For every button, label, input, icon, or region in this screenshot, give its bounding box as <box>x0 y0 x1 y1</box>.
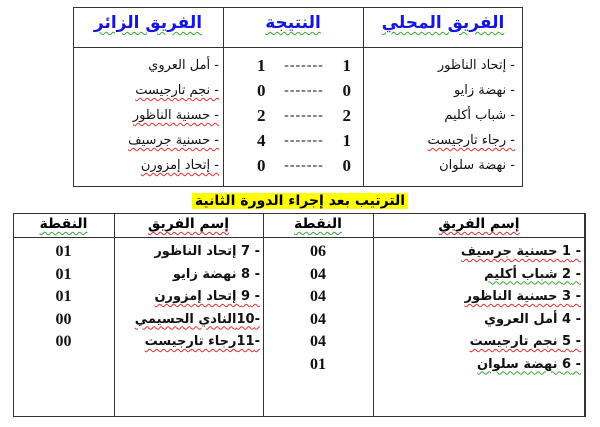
header-result <box>223 13 363 33</box>
standing-team <box>116 309 260 332</box>
home-team: - إتحاد الناظور <box>437 58 515 73</box>
header-away-team-label: الفريق الزائر <box>93 13 203 33</box>
away-score: 0 <box>257 81 266 100</box>
standings-right-points <box>263 241 373 376</box>
away-team <box>75 103 219 128</box>
standing-points: 06 <box>310 243 326 260</box>
away-team: - أمل العروي <box>148 58 219 73</box>
score-row <box>223 53 363 78</box>
away-team-label: - حسنية الناظور <box>132 108 219 123</box>
standing-team <box>375 241 581 264</box>
standing-team-label: - 5 نجم تارجيست <box>469 334 581 349</box>
home-score: 1 <box>342 56 351 75</box>
away-team-list <box>75 53 219 178</box>
score-row <box>223 103 363 128</box>
score-separator: ------- <box>284 133 324 148</box>
away-team-label: - إتحاد إمزورن <box>140 158 219 173</box>
standing-points: 00 <box>55 333 72 350</box>
header-team-right-label: إسم الفريق <box>438 216 520 232</box>
header-away-team <box>73 13 223 33</box>
away-team <box>75 78 219 103</box>
standing-points: 01 <box>55 288 72 305</box>
standing-team <box>375 264 581 287</box>
header-team-left <box>114 216 263 232</box>
standing-team: - 8 نهضة زايو <box>172 266 260 282</box>
home-team-list <box>365 53 515 178</box>
away-team-label: - حسنية جرسيف <box>128 133 219 148</box>
score-row <box>223 78 363 103</box>
score-separator: ------- <box>284 108 324 123</box>
standing-team-label: - 6 نهضة سلوان <box>477 356 581 372</box>
standings-title-text: الترتيب بعد إجراء الدورة الثانية <box>192 193 408 209</box>
home-team <box>365 153 515 178</box>
away-score: 2 <box>257 106 266 125</box>
score-separator: ------- <box>284 158 324 173</box>
header-home-team <box>363 13 523 33</box>
standing-team-label: - 1 حسنية جرسيف <box>460 244 581 259</box>
standing-team: - 7 إتحاد الناظور <box>154 244 260 259</box>
standing-team <box>375 354 581 377</box>
header-points-left-label: النقطة <box>39 216 88 232</box>
standing-team <box>375 286 581 309</box>
header-home-team-label: الفريق المحلي <box>381 13 505 33</box>
standing-points: 00 <box>55 310 72 328</box>
standing-team-label: -10النادي الحسيمي <box>134 311 260 327</box>
standing-team <box>375 331 581 354</box>
standing-points: 01 <box>55 243 72 260</box>
standing-points: 04 <box>310 333 326 350</box>
header-points-right-label: النقطة <box>294 216 342 232</box>
standings-right-teams <box>375 241 581 376</box>
home-team-label: - نهضة زايو <box>453 83 515 98</box>
score-row <box>223 128 363 153</box>
standings-title <box>186 190 414 209</box>
score-separator: ------- <box>284 83 324 98</box>
away-score: 0 <box>257 156 266 175</box>
results-table <box>73 7 523 187</box>
home-score: 0 <box>342 156 351 175</box>
score-list <box>223 53 363 178</box>
home-team: - شباب أكليم <box>444 108 515 123</box>
home-team <box>365 128 515 153</box>
home-team <box>365 78 515 103</box>
home-team-label: - نهضة سلوان <box>439 158 515 173</box>
header-points-right <box>263 216 373 232</box>
standing-points: 04 <box>310 310 326 328</box>
header-points-left <box>13 216 114 232</box>
standings-left-teams <box>116 241 260 354</box>
away-team-label: - نجم تارجيست <box>135 83 219 98</box>
home-score: 2 <box>342 106 351 125</box>
score-row <box>223 153 363 178</box>
away-score: 4 <box>257 131 266 150</box>
standings-left-points <box>13 241 114 354</box>
header-result-label: النتيجة <box>265 13 321 33</box>
home-team-label: - رجاء تارجيست <box>427 133 515 148</box>
standing-points: 01 <box>310 355 326 373</box>
standings-table <box>13 213 585 417</box>
header-team-left-label: إسم الفريق <box>147 216 230 232</box>
standing-team-label: -11رجاء تارجيست <box>144 334 260 349</box>
standing-team: - 4 أمل العروي <box>484 311 581 327</box>
standing-team-label: - 2 شباب أكليم <box>484 266 581 282</box>
home-score: 0 <box>342 81 351 100</box>
standing-team-label: - 9 إتحاد إمزورن <box>154 289 260 304</box>
standing-team <box>116 286 260 309</box>
away-score: 1 <box>257 56 266 75</box>
standing-points: 01 <box>55 265 72 283</box>
away-team <box>75 128 219 153</box>
standing-team-label: - 3 حسنية الناظور <box>464 289 581 304</box>
standing-points: 04 <box>310 288 326 305</box>
standing-points: 04 <box>310 265 326 283</box>
away-team <box>75 153 219 178</box>
home-score: 1 <box>342 131 351 150</box>
score-separator: ------- <box>284 58 324 73</box>
header-team-right <box>373 216 585 232</box>
standing-team <box>116 331 260 354</box>
